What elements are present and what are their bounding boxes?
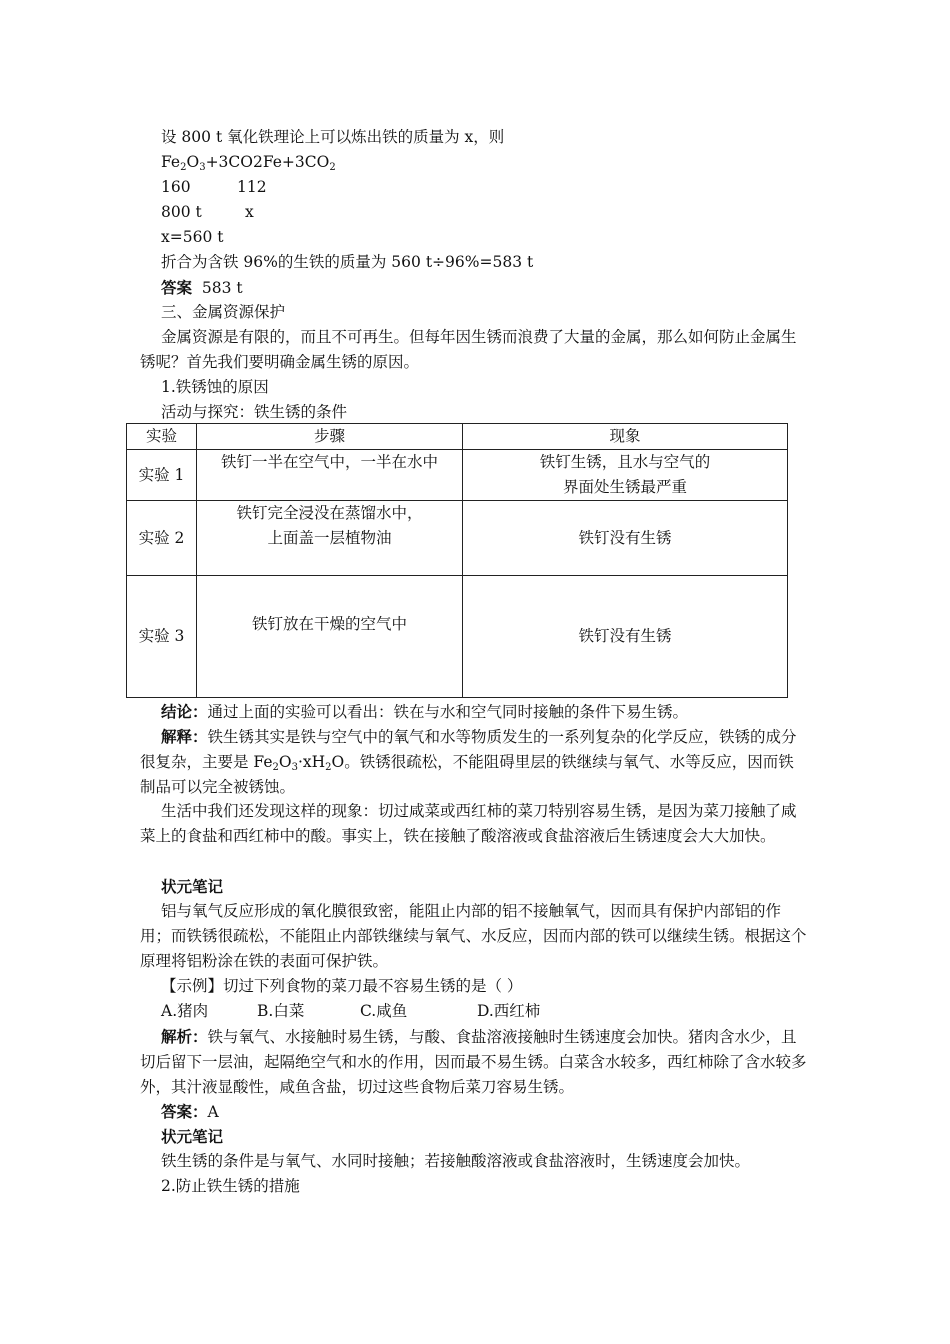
note-text: 铁生锈的条件是与氧气、水同时接触；若接触酸溶液或食盐溶液时，生锈速度会加快。 <box>161 1152 751 1170</box>
option-b: B.白菜 <box>257 1002 305 1020</box>
table-row <box>127 576 788 698</box>
formula-sub: 2 <box>272 762 279 773</box>
example-answer <box>161 1099 219 1125</box>
header-cell: 现象 <box>463 424 788 450</box>
answer-value: 583 t <box>201 279 243 297</box>
explanation-label: 解释： <box>161 727 208 746</box>
conclusion <box>161 699 688 725</box>
answer-line <box>161 275 243 301</box>
exp-cell: 实验 3 <box>127 576 197 698</box>
subheading: 1.铁锈蚀的原因 <box>161 378 269 396</box>
note-text: 铝与氧气反应形成的氧化膜很致密，能阻止内部的铝不接触氧气，因而具有保护内部铝的作用；而铁锈很疏松，不能阻止内部铁继续与氧气、水反应，因而内部的铁可以继续生锈。根据这个原理将铝粉涂在铁的表面可保护铁。 <box>140 902 807 970</box>
header-cell: 实验 <box>127 424 197 450</box>
analysis-label: 解析： <box>161 1027 208 1046</box>
obs-text: 界面处生锈最严重 <box>562 478 687 496</box>
eq-part: Fe <box>161 153 181 171</box>
eq-sub: 3 <box>199 162 206 173</box>
conclusion-label: 结论： <box>161 702 208 721</box>
example-options <box>161 999 540 1024</box>
analysis-text: 铁与氧气、水接触时易生锈，与酸、食盐溶液接触时生锈速度会加快。猪肉含水少，且切后留下一层油，起隔绝空气和水的作用，因而最不易生锈。白菜含水较多，西红柿除了含水较多外，其汁液显酸性，咸鱼含盐，切过这些食物后菜刀容易生锈。 <box>140 1028 807 1096</box>
exp-cell: 实验 1 <box>127 450 197 501</box>
formula-sub: 2 <box>325 762 332 773</box>
table-header-row <box>127 424 788 450</box>
calc-result: x=560 t <box>161 228 224 246</box>
section-intro: 金属资源是有限的，而且不可再生。但每年因生锈而浪费了大量的金属，那么如何防止金属生锈呢？首先我们要明确金属生锈的原因。 <box>140 328 797 371</box>
eq-part: O <box>186 153 200 171</box>
answer-label: 答案 <box>161 278 193 297</box>
step-text: 铁钉一半在空气中，一半在水中 <box>220 453 438 471</box>
observation-cell <box>463 450 788 501</box>
ratio-value: 800 t <box>161 203 202 221</box>
answer-label: 答案： <box>161 1102 208 1121</box>
ratio-row <box>161 175 267 200</box>
option-c: C.咸鱼 <box>360 1002 408 1020</box>
table-row <box>127 450 788 501</box>
option-d: D.西红柿 <box>477 1002 541 1020</box>
chemical-equation <box>161 150 336 175</box>
observation-cell: 铁钉没有生锈 <box>463 576 788 698</box>
note-title-text: 状元笔记 <box>161 1127 224 1146</box>
ratio-value: x <box>245 203 254 221</box>
note-title-text: 状元笔记 <box>161 877 224 896</box>
step-cell <box>197 450 463 501</box>
observation-cell: 铁钉没有生锈 <box>463 501 788 576</box>
activity-title: 活动与探究：铁生锈的条件 <box>161 403 348 421</box>
life-paragraph: 生活中我们还发现这样的现象：切过咸菜或西红柿的菜刀特别容易生锈，是因为菜刀接触了咸菜上的食盐和西红柿中的酸。事实上，铁在接触了酸溶液或食盐溶液后生锈速度会大大加快。 <box>140 802 797 845</box>
formula-part: O <box>278 753 292 771</box>
eq-part: +3CO2Fe+3CO <box>205 153 330 171</box>
example-question: 【示例】切过下列食物的菜刀最不容易生锈的是（ ） <box>161 977 523 995</box>
conclusion-text: 通过上面的实验可以看出：铁在与水和空气同时接触的条件下易生锈。 <box>207 703 689 721</box>
explanation <box>140 724 808 800</box>
subheading: 2.防止铁生锈的措施 <box>161 1177 300 1195</box>
note-title <box>161 1124 223 1150</box>
explanation-text: O。铁锈很疏松，不能阻碍里层的铁继续与氧气、水等反应，因而铁制品可以完全被锈蚀。 <box>140 753 794 796</box>
step-cell <box>197 501 463 576</box>
experiment-table <box>126 423 788 698</box>
header-cell: 步骤 <box>197 424 463 450</box>
option-a: A.猪肉 <box>161 1002 209 1020</box>
exp-cell: 实验 2 <box>127 501 197 576</box>
analysis <box>140 1024 808 1100</box>
section-title: 三、金属资源保护 <box>161 303 286 321</box>
eq-sub: 2 <box>180 162 187 173</box>
formula-sub: 3 <box>291 762 298 773</box>
table-row <box>127 501 788 576</box>
eq-sub: 2 <box>329 162 336 173</box>
formula-part: ·xH <box>297 753 326 771</box>
answer-value: A <box>207 1103 219 1121</box>
calc-convert: 折合为含铁 96%的生铁的质量为 560 t÷96%=583 t <box>161 253 534 271</box>
ratio-value: 112 <box>237 178 267 196</box>
step-text: 上面盖一层植物油 <box>267 529 392 547</box>
ratio-value: 160 <box>161 178 191 196</box>
calc-line: 设 800 t 氧化铁理论上可以炼出铁的质量为 x，则 <box>161 128 505 146</box>
ratio-row <box>161 200 254 225</box>
obs-text: 铁钉生锈，且水与空气的 <box>539 453 711 471</box>
step-text: 铁钉完全浸没在蒸馏水中， <box>236 504 423 522</box>
explanation-text: 铁生锈其实是铁与空气中的氧气和水等物质发生的一系列复杂的化学反应，铁锈的成分很复杂，主要是 Fe <box>140 728 797 771</box>
note-title <box>161 874 223 900</box>
step-cell: 铁钉放在干燥的空气中 <box>197 576 463 698</box>
